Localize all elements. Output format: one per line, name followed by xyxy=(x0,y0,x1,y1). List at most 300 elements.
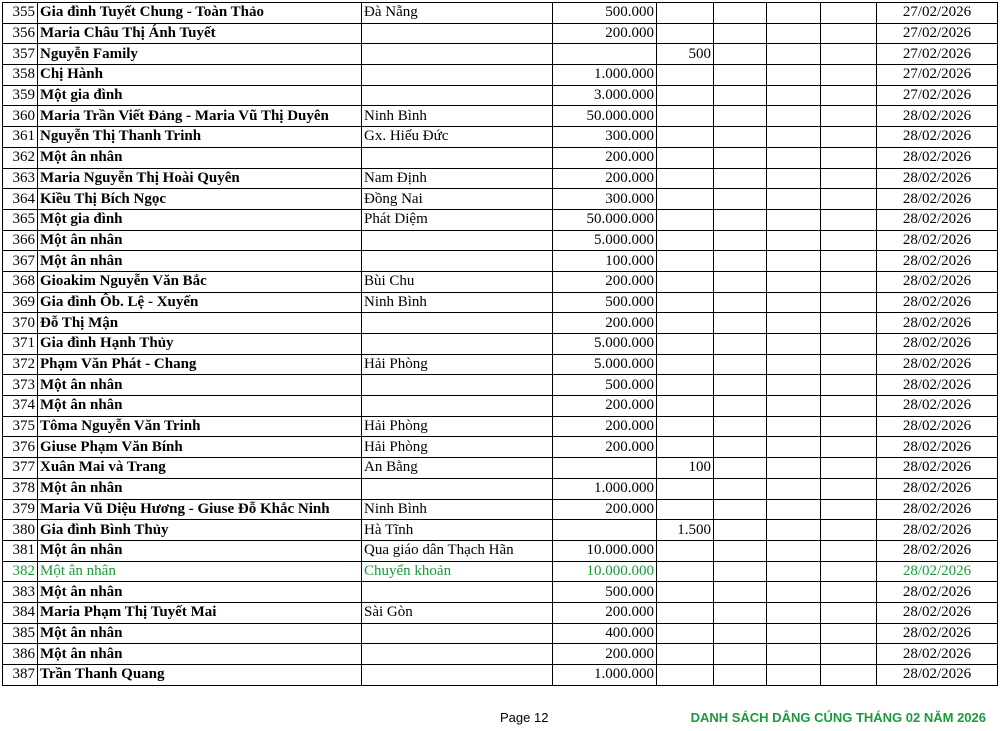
amount-vnd-cell: 200.000 xyxy=(553,499,657,520)
empty-cell xyxy=(714,582,767,603)
empty-cell xyxy=(767,209,821,230)
empty-cell xyxy=(821,44,877,65)
empty-cell xyxy=(821,623,877,644)
row-number-cell: 358 xyxy=(3,65,38,86)
empty-cell xyxy=(821,127,877,148)
table-row xyxy=(3,520,998,541)
empty-cell xyxy=(714,334,767,355)
place-cell: Hải Phòng xyxy=(362,416,553,437)
empty-cell xyxy=(821,209,877,230)
amount-usd-cell xyxy=(657,23,714,44)
amount-usd-cell xyxy=(657,230,714,251)
amount-usd-cell xyxy=(657,251,714,272)
place-cell xyxy=(362,665,553,686)
empty-cell xyxy=(714,65,767,86)
empty-cell xyxy=(714,3,767,24)
amount-usd-cell: 1.500 xyxy=(657,520,714,541)
amount-usd-cell xyxy=(657,582,714,603)
date-cell: 27/02/2026 xyxy=(877,85,998,106)
empty-cell xyxy=(714,106,767,127)
empty-cell xyxy=(767,85,821,106)
row-number-cell: 365 xyxy=(3,209,38,230)
empty-cell xyxy=(767,168,821,189)
amount-usd-cell xyxy=(657,65,714,86)
donor-name-cell: Nguyễn Family xyxy=(38,44,362,65)
empty-cell xyxy=(767,354,821,375)
date-cell: 28/02/2026 xyxy=(877,582,998,603)
date-cell: 28/02/2026 xyxy=(877,168,998,189)
amount-vnd-cell: 200.000 xyxy=(553,437,657,458)
empty-cell xyxy=(821,354,877,375)
date-cell: 28/02/2026 xyxy=(877,602,998,623)
place-cell: Hải Phòng xyxy=(362,354,553,375)
empty-cell xyxy=(767,44,821,65)
row-number-cell: 386 xyxy=(3,644,38,665)
table-row xyxy=(3,251,998,272)
date-cell: 28/02/2026 xyxy=(877,230,998,251)
date-cell: 28/02/2026 xyxy=(877,334,998,355)
table-row xyxy=(3,127,998,148)
place-cell xyxy=(362,85,553,106)
place-cell xyxy=(362,334,553,355)
donor-name-cell: Gia đình Hạnh Thủy xyxy=(38,334,362,355)
date-cell: 28/02/2026 xyxy=(877,665,998,686)
empty-cell xyxy=(714,561,767,582)
place-cell: Gx. Hiếu Đức xyxy=(362,127,553,148)
donor-name-cell: Maria Nguyễn Thị Hoài Quyên xyxy=(38,168,362,189)
empty-cell xyxy=(821,540,877,561)
place-cell: Hải Phòng xyxy=(362,437,553,458)
date-cell: 27/02/2026 xyxy=(877,3,998,24)
donor-name-cell: Gioakim Nguyễn Văn Bắc xyxy=(38,271,362,292)
row-number-cell: 375 xyxy=(3,416,38,437)
empty-cell xyxy=(821,602,877,623)
amount-usd-cell xyxy=(657,499,714,520)
empty-cell xyxy=(714,189,767,210)
row-number-cell: 360 xyxy=(3,106,38,127)
empty-cell xyxy=(714,540,767,561)
amount-vnd-cell: 200.000 xyxy=(553,147,657,168)
table-row xyxy=(3,623,998,644)
place-cell: Chuyển khoản xyxy=(362,561,553,582)
donor-name-cell: Trần Thanh Quang xyxy=(38,665,362,686)
empty-cell xyxy=(767,602,821,623)
table-row xyxy=(3,416,998,437)
date-cell: 28/02/2026 xyxy=(877,127,998,148)
amount-usd-cell: 500 xyxy=(657,44,714,65)
empty-cell xyxy=(767,230,821,251)
amount-vnd-cell: 5.000.000 xyxy=(553,354,657,375)
empty-cell xyxy=(714,520,767,541)
amount-usd-cell xyxy=(657,313,714,334)
empty-cell xyxy=(714,416,767,437)
empty-cell xyxy=(714,665,767,686)
empty-cell xyxy=(821,416,877,437)
empty-cell xyxy=(714,375,767,396)
donor-name-cell: Một ân nhân xyxy=(38,251,362,272)
amount-vnd-cell: 5.000.000 xyxy=(553,230,657,251)
place-cell: Ninh Bình xyxy=(362,499,553,520)
place-cell xyxy=(362,623,553,644)
donor-name-cell: Một ân nhân xyxy=(38,623,362,644)
place-cell xyxy=(362,251,553,272)
donor-name-cell: Một ân nhân xyxy=(38,540,362,561)
amount-usd-cell xyxy=(657,665,714,686)
amount-vnd-cell: 500.000 xyxy=(553,3,657,24)
date-cell: 28/02/2026 xyxy=(877,623,998,644)
row-number-cell: 363 xyxy=(3,168,38,189)
place-cell xyxy=(362,644,553,665)
row-number-cell: 361 xyxy=(3,127,38,148)
donor-name-cell: Maria Vũ Diệu Hương - Giuse Đỗ Khắc Ninh xyxy=(38,499,362,520)
amount-usd-cell xyxy=(657,623,714,644)
row-number-cell: 383 xyxy=(3,582,38,603)
table-row xyxy=(3,354,998,375)
date-cell: 28/02/2026 xyxy=(877,313,998,334)
place-cell xyxy=(362,396,553,417)
donor-name-cell: Maria Trần Viết Đảng - Maria Vũ Thị Duyên xyxy=(38,106,362,127)
table-row xyxy=(3,44,998,65)
date-cell: 28/02/2026 xyxy=(877,478,998,499)
amount-vnd-cell: 10.000.000 xyxy=(553,561,657,582)
donor-name-cell: Một ân nhân xyxy=(38,396,362,417)
amount-usd-cell xyxy=(657,127,714,148)
empty-cell xyxy=(767,561,821,582)
place-cell xyxy=(362,375,553,396)
table-row xyxy=(3,292,998,313)
amount-vnd-cell: 200.000 xyxy=(553,23,657,44)
empty-cell xyxy=(767,147,821,168)
amount-vnd-cell xyxy=(553,458,657,479)
amount-vnd-cell: 200.000 xyxy=(553,644,657,665)
table-row xyxy=(3,602,998,623)
date-cell: 28/02/2026 xyxy=(877,147,998,168)
empty-cell xyxy=(767,623,821,644)
empty-cell xyxy=(821,478,877,499)
date-cell: 28/02/2026 xyxy=(877,354,998,375)
amount-vnd-cell: 100.000 xyxy=(553,251,657,272)
table-row xyxy=(3,106,998,127)
amount-vnd-cell: 50.000.000 xyxy=(553,106,657,127)
amount-vnd-cell xyxy=(553,520,657,541)
donor-name-cell: Một ân nhân xyxy=(38,478,362,499)
table-row xyxy=(3,396,998,417)
table-row xyxy=(3,540,998,561)
table-row xyxy=(3,665,998,686)
empty-cell xyxy=(767,127,821,148)
table-row xyxy=(3,230,998,251)
donor-name-cell: Tôma Nguyễn Văn Trinh xyxy=(38,416,362,437)
row-number-cell: 380 xyxy=(3,520,38,541)
row-number-cell: 387 xyxy=(3,665,38,686)
date-cell: 28/02/2026 xyxy=(877,396,998,417)
donor-name-cell: Maria Châu Thị Ánh Tuyết xyxy=(38,23,362,44)
date-cell: 28/02/2026 xyxy=(877,271,998,292)
amount-vnd-cell: 500.000 xyxy=(553,292,657,313)
empty-cell xyxy=(714,354,767,375)
table-row xyxy=(3,65,998,86)
empty-cell xyxy=(821,23,877,44)
empty-cell xyxy=(714,499,767,520)
amount-usd-cell xyxy=(657,209,714,230)
table-row xyxy=(3,23,998,44)
empty-cell xyxy=(767,292,821,313)
empty-cell xyxy=(821,65,877,86)
empty-cell xyxy=(767,416,821,437)
place-cell xyxy=(362,313,553,334)
amount-vnd-cell: 1.000.000 xyxy=(553,65,657,86)
table-row xyxy=(3,209,998,230)
amount-vnd-cell xyxy=(553,44,657,65)
empty-cell xyxy=(821,251,877,272)
row-number-cell: 374 xyxy=(3,396,38,417)
empty-cell xyxy=(821,85,877,106)
date-cell: 28/02/2026 xyxy=(877,416,998,437)
amount-usd-cell xyxy=(657,644,714,665)
table-row xyxy=(3,3,998,24)
row-number-cell: 367 xyxy=(3,251,38,272)
table-row xyxy=(3,582,998,603)
amount-vnd-cell: 50.000.000 xyxy=(553,209,657,230)
donor-name-cell: Một ân nhân xyxy=(38,230,362,251)
amount-vnd-cell: 200.000 xyxy=(553,271,657,292)
amount-usd-cell xyxy=(657,561,714,582)
empty-cell xyxy=(714,437,767,458)
empty-cell xyxy=(714,644,767,665)
amount-vnd-cell: 3.000.000 xyxy=(553,85,657,106)
amount-vnd-cell: 400.000 xyxy=(553,623,657,644)
empty-cell xyxy=(714,271,767,292)
page-number: Page 12 xyxy=(500,710,549,725)
empty-cell xyxy=(821,292,877,313)
row-number-cell: 359 xyxy=(3,85,38,106)
empty-cell xyxy=(767,520,821,541)
row-number-cell: 378 xyxy=(3,478,38,499)
amount-usd-cell: 100 xyxy=(657,458,714,479)
place-cell: Đà Nẵng xyxy=(362,3,553,24)
amount-vnd-cell: 300.000 xyxy=(553,127,657,148)
place-cell: Ninh Bình xyxy=(362,106,553,127)
table-row xyxy=(3,271,998,292)
donor-name-cell: Chị Hành xyxy=(38,65,362,86)
empty-cell xyxy=(821,313,877,334)
table-row xyxy=(3,478,998,499)
donor-name-cell: Một ân nhân xyxy=(38,582,362,603)
empty-cell xyxy=(714,147,767,168)
row-number-cell: 366 xyxy=(3,230,38,251)
donor-name-cell: Một gia đình xyxy=(38,85,362,106)
date-cell: 28/02/2026 xyxy=(877,189,998,210)
empty-cell xyxy=(821,520,877,541)
donor-name-cell: Gia đình Tuyết Chung - Toàn Thảo xyxy=(38,3,362,24)
amount-usd-cell xyxy=(657,3,714,24)
place-cell: Qua giáo dân Thạch Hãn xyxy=(362,540,553,561)
row-number-cell: 370 xyxy=(3,313,38,334)
empty-cell xyxy=(714,85,767,106)
amount-vnd-cell: 1.000.000 xyxy=(553,665,657,686)
row-number-cell: 368 xyxy=(3,271,38,292)
amount-vnd-cell: 200.000 xyxy=(553,396,657,417)
empty-cell xyxy=(821,644,877,665)
amount-usd-cell xyxy=(657,437,714,458)
amount-usd-cell xyxy=(657,602,714,623)
empty-cell xyxy=(767,478,821,499)
amount-usd-cell xyxy=(657,540,714,561)
row-number-cell: 373 xyxy=(3,375,38,396)
donor-name-cell: Nguyễn Thị Thanh Trinh xyxy=(38,127,362,148)
place-cell: Bùi Chu xyxy=(362,271,553,292)
table-row xyxy=(3,334,998,355)
empty-cell xyxy=(767,665,821,686)
empty-cell xyxy=(714,230,767,251)
place-cell xyxy=(362,44,553,65)
table-row xyxy=(3,499,998,520)
empty-cell xyxy=(821,334,877,355)
amount-vnd-cell: 200.000 xyxy=(553,602,657,623)
row-number-cell: 376 xyxy=(3,437,38,458)
donor-name-cell: Xuân Mai và Trang xyxy=(38,458,362,479)
date-cell: 28/02/2026 xyxy=(877,251,998,272)
amount-usd-cell xyxy=(657,416,714,437)
donor-name-cell: Một ân nhân xyxy=(38,375,362,396)
row-number-cell: 371 xyxy=(3,334,38,355)
place-cell xyxy=(362,147,553,168)
table-row xyxy=(3,458,998,479)
amount-usd-cell xyxy=(657,375,714,396)
donor-name-cell: Một ân nhân xyxy=(38,644,362,665)
amount-usd-cell xyxy=(657,106,714,127)
empty-cell xyxy=(714,478,767,499)
donation-table xyxy=(2,2,998,686)
row-number-cell: 362 xyxy=(3,147,38,168)
empty-cell xyxy=(714,23,767,44)
donor-name-cell: Kiều Thị Bích Ngọc xyxy=(38,189,362,210)
empty-cell xyxy=(767,582,821,603)
place-cell: Sài Gòn xyxy=(362,602,553,623)
amount-vnd-cell: 500.000 xyxy=(553,582,657,603)
date-cell: 27/02/2026 xyxy=(877,23,998,44)
empty-cell xyxy=(767,23,821,44)
table-row xyxy=(3,189,998,210)
place-cell xyxy=(362,23,553,44)
row-number-cell: 372 xyxy=(3,354,38,375)
amount-vnd-cell: 5.000.000 xyxy=(553,334,657,355)
amount-usd-cell xyxy=(657,168,714,189)
empty-cell xyxy=(767,251,821,272)
amount-usd-cell xyxy=(657,396,714,417)
empty-cell xyxy=(767,334,821,355)
empty-cell xyxy=(821,458,877,479)
list-title: DANH SÁCH DÂNG CÚNG THÁNG 02 NĂM 2026 xyxy=(690,710,986,725)
table-row xyxy=(3,147,998,168)
empty-cell xyxy=(714,313,767,334)
date-cell: 28/02/2026 xyxy=(877,561,998,582)
table-row xyxy=(3,85,998,106)
empty-cell xyxy=(767,313,821,334)
empty-cell xyxy=(821,3,877,24)
donor-name-cell: Gia đình Bình Thủy xyxy=(38,520,362,541)
row-number-cell: 381 xyxy=(3,540,38,561)
amount-vnd-cell: 500.000 xyxy=(553,375,657,396)
table-row xyxy=(3,561,998,582)
amount-usd-cell xyxy=(657,147,714,168)
place-cell: Phát Diệm xyxy=(362,209,553,230)
amount-usd-cell xyxy=(657,85,714,106)
date-cell: 27/02/2026 xyxy=(877,44,998,65)
empty-cell xyxy=(821,561,877,582)
table-row xyxy=(3,375,998,396)
empty-cell xyxy=(767,3,821,24)
amount-usd-cell xyxy=(657,292,714,313)
empty-cell xyxy=(821,499,877,520)
amount-usd-cell xyxy=(657,478,714,499)
empty-cell xyxy=(714,168,767,189)
empty-cell xyxy=(821,147,877,168)
donor-name-cell: Giuse Phạm Văn Bính xyxy=(38,437,362,458)
row-number-cell: 369 xyxy=(3,292,38,313)
row-number-cell: 382 xyxy=(3,561,38,582)
row-number-cell: 355 xyxy=(3,3,38,24)
donor-name-cell: Phạm Văn Phát - Chang xyxy=(38,354,362,375)
donor-name-cell: Một gia đình xyxy=(38,209,362,230)
amount-vnd-cell: 10.000.000 xyxy=(553,540,657,561)
place-cell: Đồng Nai xyxy=(362,189,553,210)
empty-cell xyxy=(821,271,877,292)
donor-name-cell: Một ân nhân xyxy=(38,147,362,168)
row-number-cell: 364 xyxy=(3,189,38,210)
date-cell: 28/02/2026 xyxy=(877,292,998,313)
empty-cell xyxy=(767,540,821,561)
row-number-cell: 385 xyxy=(3,623,38,644)
empty-cell xyxy=(821,437,877,458)
empty-cell xyxy=(767,458,821,479)
place-cell: Hà Tĩnh xyxy=(362,520,553,541)
row-number-cell: 384 xyxy=(3,602,38,623)
place-cell xyxy=(362,582,553,603)
empty-cell xyxy=(821,396,877,417)
row-number-cell: 357 xyxy=(3,44,38,65)
empty-cell xyxy=(767,65,821,86)
place-cell: Ninh Bình xyxy=(362,292,553,313)
empty-cell xyxy=(821,665,877,686)
empty-cell xyxy=(714,127,767,148)
amount-vnd-cell: 200.000 xyxy=(553,416,657,437)
amount-usd-cell xyxy=(657,271,714,292)
date-cell: 28/02/2026 xyxy=(877,209,998,230)
date-cell: 27/02/2026 xyxy=(877,65,998,86)
table-row xyxy=(3,313,998,334)
place-cell: An Bằng xyxy=(362,458,553,479)
donor-name-cell: Maria Phạm Thị Tuyết Mai xyxy=(38,602,362,623)
date-cell: 28/02/2026 xyxy=(877,644,998,665)
amount-usd-cell xyxy=(657,189,714,210)
donor-name-cell: Gia đình Ôb. Lệ - Xuyến xyxy=(38,292,362,313)
empty-cell xyxy=(767,106,821,127)
date-cell: 28/02/2026 xyxy=(877,499,998,520)
empty-cell xyxy=(821,168,877,189)
empty-cell xyxy=(767,437,821,458)
amount-vnd-cell: 200.000 xyxy=(553,168,657,189)
place-cell xyxy=(362,65,553,86)
empty-cell xyxy=(714,602,767,623)
amount-vnd-cell: 200.000 xyxy=(553,313,657,334)
place-cell: Nam Định xyxy=(362,168,553,189)
empty-cell xyxy=(714,396,767,417)
empty-cell xyxy=(821,106,877,127)
place-cell xyxy=(362,478,553,499)
amount-vnd-cell: 300.000 xyxy=(553,189,657,210)
empty-cell xyxy=(767,271,821,292)
